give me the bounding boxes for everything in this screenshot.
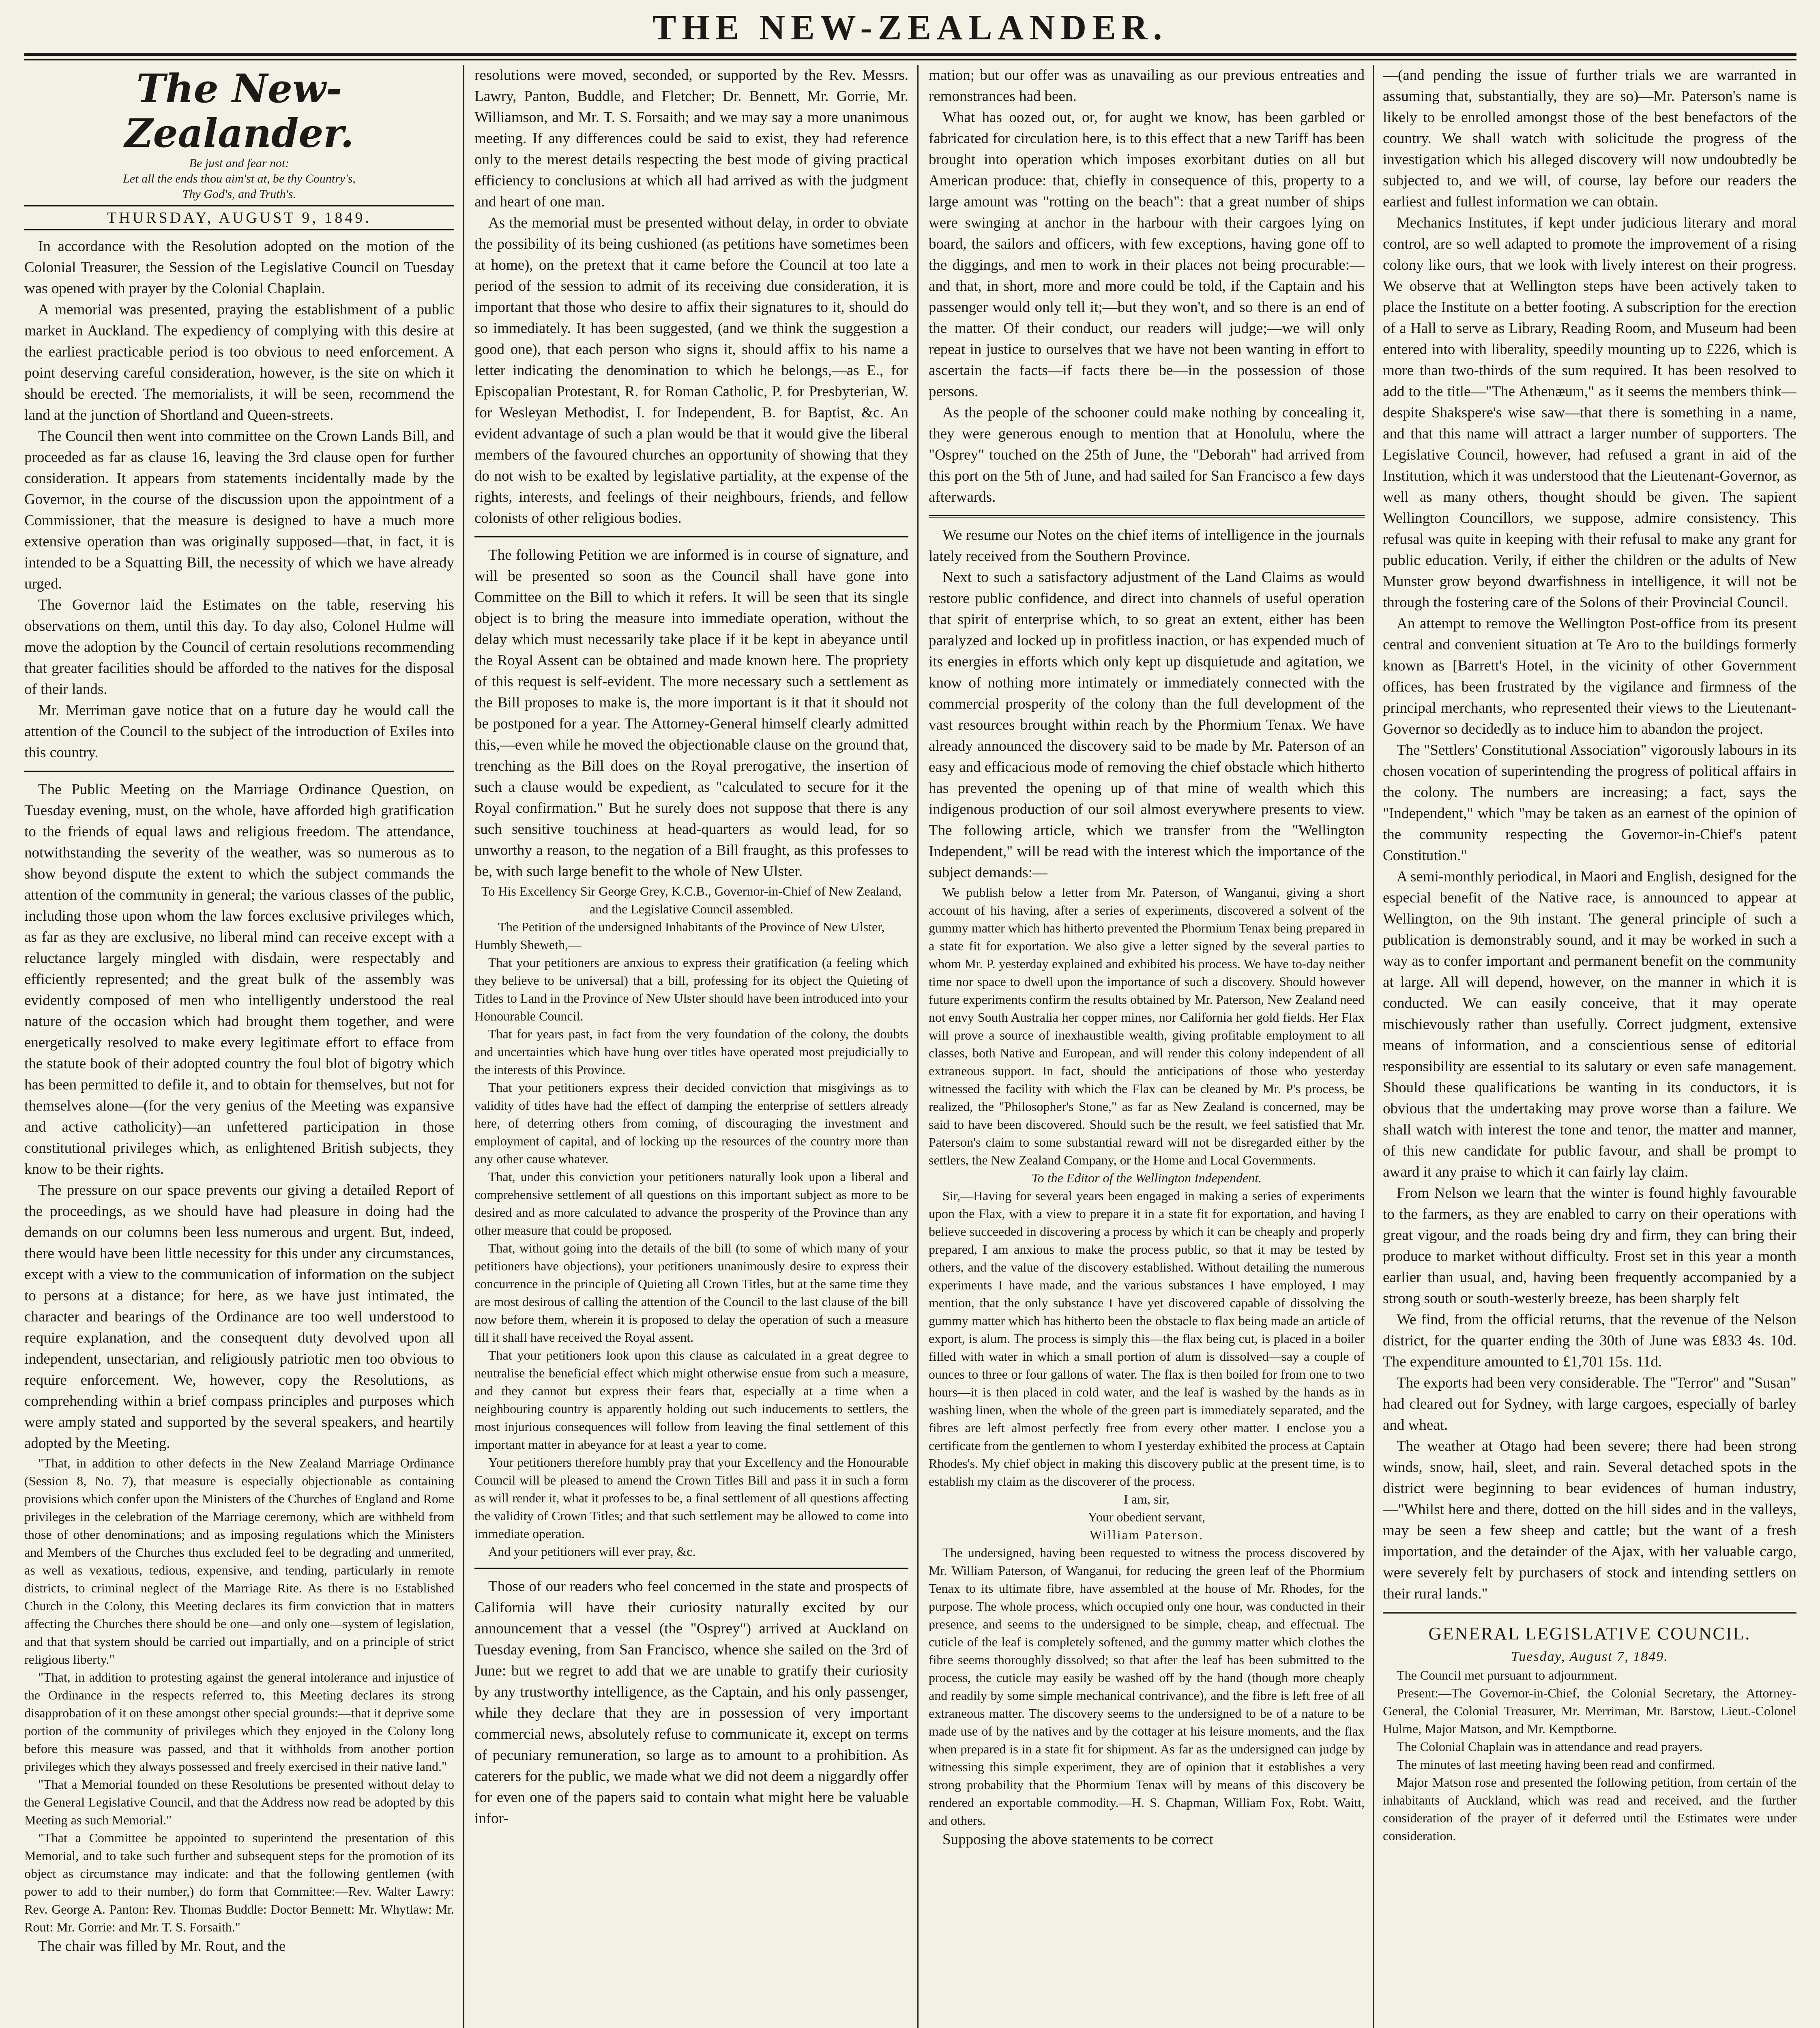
paragraph: mation; but our offer was as unavailing as our previous entreaties and remonstrances had been. (929, 67, 1365, 105)
paragraph: The Public Meeting on the Marriage Ordinance Question, on Tuesday evening, must, on the whole, have afforded high gratification to the friends of equal laws and religious freedom. The attendance, notwithstanding the severity of the weather, was so numerous as to show beyond dispute the extent to which the subject commands the attention of the community in general; the various classes of the public, including those upon whom the law forces exclusive privileges which, as far as they are exclusive, no liberal mind can receive except with a reluctance largely mingled with disdain, were respectably and efficiently represented; and the great bulk of the assembly was evidently composed of men who intelligently understood the real nature of the occasion which had brought them together, and were energetically resolved to make every legitimate effort to efface from the statute book of their adopted country the foul blot of bigotry which has been permitted to defile it, and to obtain for themselves, but not for themselves alone—(for the very genius of the Meeting was expansive and active catholicity)—an unfettered participation in those constitutional privileges which, as enlightened British subjects, they know to be their rights. (24, 781, 454, 1177)
column-rule-2 (917, 65, 919, 2028)
paragraph: A memorial was presented, praying the establishment of a public market in Auckland. The expediency of complying with this desire at the earliest practicable period is too obvious to need enforcement. A point deserving careful consideration, however, is the site on which it should be erected. The memorialists, it will be seen, recommend the land at the junction of Shortland and Queen-streets. (24, 301, 454, 423)
paragraph: —(and pending the issue of further trials we are warranted in assuming that, substantially, they are so)—Mr. Paterson's name is likely to be enrolled amongst those of the best benefactors of the country. We shall watch with solicitude the progress of the investigation which his alleged discovery will now undoubtedly be subjected to, and we will, of course, lay before our readers the earliest and fullest information we can obtain. (1383, 67, 1796, 210)
paragraph: From Nelson we learn that the winter is found highly favourable to the farmers, as they are enabled to carry on their operations with great vigour, and the roads being dry and firm, they can bring their produce to market without difficulty. Frost set in this year a month earlier than usual, and, having been frequently accompanied by a strong south or south-westerly breeze, has been sharply felt (1383, 1185, 1796, 1307)
paragraph: As the people of the schooner could make nothing by concealing it, they were generous enough to mention that at Honolulu, where the "Osprey" touched on the 25th of June, the "Deborah" had arrived from this port on the 5th of June, and had sailed for San Francisco a few days afterwards. (929, 404, 1365, 505)
paragraph: We find, from the official returns, that the revenue of the Nelson district, for the quarter ending the 30th of June was £833 4s. 10d. The expenditure amounted to £1,701 15s. 11d. (1383, 1311, 1796, 1370)
paragraph: The pressure on our space prevents our giving a detailed Report of the proceedings, as we should have had pleasure in doing had the demands on our columns been less numerous and urgent. But, indeed, there would have been little necessity for this under any circumstances, except with a view to the communication of information on the subject to persons at a distance; for here, as we have just intimated, the character and bearings of the Ordinance are too well understood to require explanation, and the consequent duty devolved upon all independent, unsectarian, and religiously patriotic men too obvious to require enforcement. We, however, copy the Resolutions, as comprehending within a brief compass principles and purposes which were amply stated and supported by the several speakers, and heartily adopted by the Meeting. (24, 1182, 454, 1452)
petition-salutation: Humbly Sheweth,— (474, 937, 582, 952)
article-divider (474, 1568, 908, 1569)
paragraph: The following Petition we are informed is in course of signature, and will be presented so soon as the Council shall have gone into Committee on the Bill to which it refers. It will be seen that its single object is to bring the measure into immediate operation, without the delay which must necessarily take place if it be kept in abeyance until the Royal Assent can be obtained and made known here. The propriety of this request is self-evident. The more necessary such a settlement as the Bill proposes to make is, the more important is it that it should not be postponed for a year. The Attorney-General himself clearly admitted this,—even while he moved the objectionable clause on the ground that, trenching as the Bill does on the Royal prerogative, the insertion of such a clause would be expedient, as "calculated to secure for it the Royal confirmation." But he surely does not suppose that there is any such sensitive touchiness at head-quarters as would lead, for so unworthy a reason, to the negation of a Bill fraught, as this professes to be, with such large benefit to the whole of New Ulster. (474, 547, 908, 880)
paragraph: Next to such a satisfactory adjustment of the Land Claims as would restore public confidence, and direct into channels of useful operation that spirit of enterprise which, to so great an extent, either has been paralyzed and locked up in profitless inaction, or has expended much of its energies in efforts which only kept up disquietude and agitation, we know of nothing more intimately or immediately connected with the commercial prosperity of the colony than the full development of the vast resources brought within reach by the Phormium Tenax. We have already announced the discovery said to be made by Mr. Paterson of an easy and efficacious mode of removing the chief obstacle which hitherto has prevented the opening up of that mine of wealth which this indigenous production of our soil almost everywhere presents to view. The following article, which we transfer from the "Wellington Independent," will be read with the interest which the importance of the subject demands:— (929, 569, 1365, 881)
motto-line: Be just and fear not: (189, 157, 290, 170)
proceedings-paragraph: The Colonial Chaplain was in attendance and read prayers. (1397, 1739, 1703, 1754)
paragraph: A semi-monthly periodical, in Maori and English, designed for the especial benefit of the Native race, is announced to appear at Wellington, on the 9th instant. The general principle of such a publication is demonstrably sound, and it may be worked in such a way as to confer important and permanent benefit on the community at large. All will depend, however, on the manner in which it is conducted. We can easily conceive, that it may operate mischievously rather than usefully. Correct judgment, extensive means of information, and a conscientious sense of editorial responsibility are essential to its salutary or even safe management. Should these qualifications be wanting in its conductors, it is obvious that the undertaking may prove worse than a failure. We shall watch with interest the tone and tenor, the matter and manner, of this new candidate for public favour, and shall be prompt to award it any praise to which it can fairly lay claim. (1383, 868, 1796, 1180)
proceedings-paragraph: The Council met pursuant to adjournment. (1397, 1668, 1617, 1682)
petition-address: To His Excellency Sir George Grey, K.C.B., Governor-in-Chief of New Zealand, and the Legislative Council assembled. (481, 884, 901, 916)
proceedings-paragraph: The minutes of last meeting having been read and confirmed. (1397, 1757, 1715, 1772)
letter-signature: William Paterson. (1090, 1527, 1204, 1542)
column-rule-3 (1373, 65, 1374, 2028)
paragraph: The weather at Otago had been severe; there had been strong winds, snow, hail, sleet, and rain. Several detached spots in the district were beginning to bear evidences of human industry,—"Whilst here and there, dotted on the hill sides and in the valleys, may be seen a few sheep and cattle; but the want of a fresh importation, and the detainder of the Ajax, with her valuable cargo, were severely felt by purchasers of stock and intending settlers on their rural lands." (1383, 1438, 1796, 1602)
petition-paragraph: That your petitioners express their decided conviction that misgivings as to validity of titles have had the effect of damping the enterprise of settlers already here, of deterring others from coming, of discouraging the investment and employment of capital, and of locking up the resources of the country more than any other cause whatever. (474, 1080, 908, 1166)
article-divider (1383, 1612, 1796, 1614)
letter-body: Sir,—Having for several years been engaged in making a series of experiments upon the Flax, with a view to prepare it in a state fit for exportation, and having I believe succeeded in discovering a process by which it can be cheaply and properly prepared, I am anxious to make the process public, so that it may be tested by others, and the value of the discovery established. Without detailing the numerous experiments I have made, and the various substances I have employed, I may mention, that the only substance I have yet discovered capable of dissolving the gummy matter which has hitherto been the obstacle to flax being made an article of export, is alum. The process is simply this—the flax being cut, is placed in a boiler filled with water in which a small portion of alum is dissolved—say a couple of ounces to three or four gallons of water. The flax is then boiled for from one to two hours—it is then placed in cold water, and the leaf is washed by the hands as in washing linen, when the whole of the green part is immediately separated, and the fibres are left almost perfectly free from every other matter. I enclose you a certificate from the gentlemen to whom I yesterday exhibited the process at Captain Rhodes's. My chief object in making this discovery public at the present time, is to establish my claim as the discoverer of the process. (929, 1188, 1365, 1489)
section-date: Tuesday, August 7, 1849. (1511, 1649, 1668, 1664)
petition-paragraph: That your petitioners look upon this clause as calculated in a great degree to neutralise the beneficial effect which might otherwise ensue from such a measure, and they cannot but express their fears that, especially at a time when a neighbouring country is apparently holding out such inducements to settlers, the most injurious consequences will follow from leaving the final settlement of this important matter in abeyance for at least a year to come. (474, 1348, 908, 1452)
paragraph: Mechanics Institutes, if kept under judicious literary and moral control, are so well adapted to promote the improvement of a rising colony like ours, that we look with lively interest on their progress. We observe that at Wellington steps have been actively taken to place the Institute on a better footing. A subscription for the erection of a Hall to serve as Library, Reading Room, and Museum had been entered into with liberality, speedily mounting up to £226, which is more than two-thirds of the sum required. It has been resolved to add to the title—"The Athenæum," as it seems the members think—despite Shakspere's wise saw—that there is something in a name, and that this name will attract a larger number of supporters. The Legislative Council, however, had refused a grant in aid of the Institution, which it was understood that the Lieutenant-Governor, as well as many others, thought should be given. The sapient Wellington Councillors, we suppose, admire consistency. This refusal was quite in keeping with their refusal to make any grant for public education. Verily, if either the children or the adults of New Munster grow beyond dwarfishness in intelligence, it will not be through the fostering care of the Solons of their Provincial Council. (1383, 215, 1796, 611)
motto-line: Thy God's, and Truth's. (182, 187, 296, 201)
certificate-paragraph: The undersigned, having been requested to witness the process discovered by Mr. William Paterson, of Wanganui, for reducing the green leaf of the Phormium Tenax to its ultimate fibre, have assembled at the house of Mr. Rhodes, for the purpose. The whole process, which occupied only one hour, was conducted in their presence, and seems to the undersigned to be simple, cheap, and effectual. The cuticle of the leaf is completely softened, and the gummy matter which clothes the fibre seems thoroughly dissolved; so that after the leaf has been submitted to the process, the cuticle may easily be washed off by the hand (though more cheaply and readily by some simple mechanical contrivance), and the fibre is left free of all extraneous matter. The discovery seems to the undersigned to be of a nature to be made use of by the natives and by the cottager at his leisure moments, and the flax when prepared is in a state fit for shipment. As far as the undersigned can judge by witnessing this simple experiment, they are of opinion that it establishes a very strong probability that the Phormium Tenax will by means of this discovery be rendered an exportable commodity.—H. S. Chapman, William Fox, Robt. Waitt, and others. (929, 1545, 1365, 1828)
paragraph: The Council then went into committee on the Crown Lands Bill, and proceeded as far as clause 16, leaving the 3rd clause open for further consideration. It appears from statements incidentally made by the Governor, in the course of the discussion upon the appointment of a Commissioner, that the measure is designed to have a much more extensive operation than was originally supposed—that, in fact, it is intended to be a Squatting Bill, the necessity of which we have already urged. (24, 428, 454, 592)
resolution-quote: "That, in addition to protesting against the general intolerance and injustice of the Ordinance in the respects referred to, this Meeting declares its strong disapprobation of it on these amongst other special grounds:—that it deprive some portion of the community of privileges which they enjoyed in the Colony long before this measure was passed, and that it withholds from another portion privileges which they always possessed and freely exercised in their native land." (24, 1670, 454, 1774)
petition-paragraph: Your petitioners therefore humbly pray that your Excellency and the Honourable Council will be pleased to amend the Crown Titles Bill and pass it in such a form as will render it, what it professes to be, a final settlement of all questions affecting the validity of Crown Titles; and that such settlement may be allowed to come into immediate operation. (474, 1455, 908, 1541)
column-3 (929, 65, 1365, 2028)
paragraph: Supposing the above statements to be correct (942, 1831, 1213, 1848)
resolution-quote: "That a Memorial founded on these Resolutions be presented without delay to the General Legislative Council, and that the Address now read be adopted by this Meeting as such Memorial." (24, 1777, 454, 1827)
paragraph: resolutions were moved, seconded, or supported by the Rev. Messrs. Lawry, Panton, Buddle, and Fletcher; Dr. Bennett, Mr. Gorrie, Mr. Williamson, and Mr. T. S. Forsaith; and we may say a more unanimous meeting. If any differences could be said to exist, they had reference only to the merest details respecting the best mode of giving practical efficiency to conclusions at which all had arrived as with the judgment and heart of one man. (474, 67, 908, 210)
paragraph: The "Settlers' Constitutional Association" vigorously labours in its chosen vocation of superintending the progress of political affairs in the colony. The numbers are increasing; a fact, says the "Independent," which "may be taken as an earnest of the opinion of the community respecting the Governor-in-Chief's patent Constitution." (1383, 742, 1796, 864)
paragraph: The Governor laid the Estimates on the table, reserving his observations on them, until this day. To day also, Colonel Hulme will move the adoption by the Council of certain resolutions recommending that greater facilities should be afforded to the natives for the disposal of their lands. (24, 597, 454, 698)
motto-line: Let all the ends thou aim'st at, be thy Country's, (123, 172, 356, 185)
petition-paragraph: That your petitioners are anxious to express their gratification (a feeling which they believe to be universal) that a bill, professing for its object the Quieting of Titles to Land in the Province of New Ulster should have been introduced into your Honourable Council. (474, 955, 908, 1023)
paragraph: The chair was filled by Mr. Rout, and the (38, 1938, 286, 1955)
petition-paragraph: That, without going into the details of the bill (to some of which many of your petitioners have objections), your petitioners unanimously desire to express their concurrence in the principle of Quieting all Crown Titles, but at the same time they are most desirous of calling the attention of the Council to the last clause of the bill now before them, wherein it is proposed to delay the operation of such a measure till it shall have received the Royal assent. (474, 1241, 908, 1345)
head-rule-thick (24, 53, 1796, 56)
letter-signoff: Your obedient servant, (1088, 1510, 1206, 1524)
column-2 (474, 65, 908, 2028)
paragraph: In accordance with the Resolution adopted on the motion of the Colonial Treasurer, the Session of the Legislative Council on Tuesday was opened with prayer by the Colonial Chaplain. (24, 238, 454, 297)
petition-heading: The Petition of the undersigned Inhabitants of the Province of New Ulster, (498, 919, 885, 934)
masthead-title: The New-Zealander. (124, 66, 354, 156)
running-head: THE NEW-ZEALANDER. (652, 8, 1168, 47)
article-divider (24, 771, 454, 772)
quoted-article: We publish below a letter from Mr. Paterson, of Wanganui, giving a short account of his having, after a series of experiments, discovered a solvent of the gummy matter which has hitherto prevented the Phormium Tenax being prepared in a state fit for exportation. We also give a letter signed by the several parties to whom Mr. P. yesterday explained and exhibited his process. We have to-day neither time nor space to dwell upon the importance of such a discovery. Should however future experiments confirm the results obtained by Mr. Paterson, New Zealand need not envy South Australia her copper mines, nor California her gold fields. Her Flax will prove a source of inexhaustible wealth, giving profitable employment to all classes, both Native and European, and will render this colony independent of all extraneous support. In fact, should the anticipations of those who yesterday witnessed the facility with which the Flax can be cleaned by Mr. P's process, be realized, the "Philosopher's Stone," as far as New Zealand is concerned, may be said to have been discovered. Should such be the result, we feel satisfied that Mr. Paterson's claim to some substantial reward will not be disregarded either by the settlers, the New Zealand Company, or the Home and Local Governments. (929, 885, 1365, 1167)
proceedings-paragraph: Major Matson rose and presented the following petition, from certain of the inhabitants of Auckland, which was read and received, and the further consideration of the prayer of it deferred until the Estimates were under consideration. (1383, 1775, 1796, 1843)
paragraph: As the memorial must be presented without delay, in order to obviate the possibility of its being cushioned (as petitions have sometimes been at home), on the pretext that it came before the Council at too late a period of the session to admit of its receiving due consideration, it is important that those who desire to affix their signatures to it, should do so immediately. It has been suggested, (and we think the suggestion a good one), that each person who signs it, should affix to his name a letter indicating the denomination to which he belongs,—as E., for Episcopalian Protestant, R. for Roman Catholic, P. for Presbyterian, W. for Wesleyan Methodist, I. for Independent, B. for Baptist, &c. An evident advantage of such a plan would be that it would give the liberal members of the favoured churches an opportunity of showing that they do not wish to be exalted by legislative partiality, at the expense of the rights, interests, and feelings of their neighbours, friends, and fellow colonists of other religious bodies. (474, 215, 908, 526)
paragraph: What has oozed out, or, for aught we know, has been garbled or fabricated for circulation here, is to this effect that a new Tariff has been brought into operation which imposes exorbitant duties on all but American produce: that, chiefly in consequence of this, property to a large amount was "rotting on the beach": that a great number of ships were swinging at anchor in the harbour with their cargoes lying on board, the sailors and officers, with few exceptions, having gone off to the diggings, and men to work in their places not being procurable:—and that, in short, more and more could be told, if the Captain and his passenger would only tell it;—but they won't, and so there is an end of the matter. Of their conduct, our readers will judge;—we will only repeat in justice to ourselves that we have not been wanting in effort to ascertain the facts—if facts there be—in the possession of those persons. (929, 109, 1365, 400)
paragraph: Those of our readers who feel concerned in the state and prospects of California will have their curiosity naturally excited by our announcement that a vessel (the "Osprey") arrived at Auckland on Tuesday evening, from San Francisco, whence she sailed on the 3rd of June: but we regret to add that we are unable to gratify their curiosity by any trustworthy intelligence, as the Captain, and his only passenger, while they declare that they are in possession of very important commercial news, absolutely refuse to communicate it, except on terms of pecuniary remuneration, so large as to amount to a prohibition. As caterers for the public, we made what we did not deem a niggardly offer for even one of the papers said to contain what might here be valuable infor- (474, 1578, 908, 1827)
dateline: THURSDAY, AUGUST 9, 1849. (24, 205, 454, 230)
letter-heading: To the Editor of the Wellington Independent. (1031, 1171, 1262, 1185)
petition-paragraph: That, under this conviction your petitioners naturally look upon a liberal and comprehensive settlement of all questions on this important subject as more to be desired and as more calculated to advance the prosperity of the Province than any other measure that could be proposed. (474, 1169, 908, 1237)
column-1 (24, 65, 454, 2028)
petition-closing: And your petitioners will ever pray, &c. (488, 1544, 696, 1559)
letter-signoff: I am, sir, (1124, 1492, 1170, 1506)
proceedings-paragraph: Present:—The Governor-in-Chief, the Colonial Secretary, the Attorney-General, the Colonial Treasurer, Mr. Merriman, Mr. Barstow, Lieut.-Colonel Hulme, Major Matson, and Mr. Kemptborne. (1383, 1686, 1796, 1736)
paragraph: The exports had been very considerable. The "Terror" and "Susan" had cleared out for Sydney, with large cargoes, especially of barley and wheat. (1383, 1375, 1796, 1433)
paragraph: We resume our Notes on the chief items of intelligence in the journals lately received from the Southern Province. (929, 527, 1365, 565)
resolution-quote: "That a Committee be appointed to superintend the presentation of this Memorial, and to take such further and subsequent steps for the promotion of its object as circumstance may indicate: and that the following gentlemen (with power to add to their number,) do form that Committee:—Rev. Walter Lawry: Rev. George A. Panton: Rev. Thomas Buddle: Doctor Bennett: Mr. Whytlaw: Mr. Rout: Mr. Gorrie: and Mr. T. S. Forsaith." (24, 1830, 454, 1934)
section-heading: GENERAL LEGISLATIVE COUNCIL. (1428, 1624, 1751, 1643)
article-divider (474, 536, 908, 537)
resolution-quote: "That, in addition to other defects in the New Zealand Marriage Ordinance (Session 8, No. 7), that measure is especially objectionable as containing provisions which confer upon the Ministers of the Churches of England and Rome privileges in the celebration of the Marriage ceremony, which are withheld from those of other denominations; and as imposing regulations which the Ministers and Members of the Churches thus excluded feel to be degrading and unmerited, as well as vexatious, tedious, expensive, and tending, particularly in remote districts, to criminal neglect of the Marriage Rite. As there is no Established Church in the Colony, this Meeting declares its firm conviction that in matters affecting the Churches there should be one—and only one—system of legislation, and that that system should be carried out impartially, and on a principle of strict religious liberty." (24, 1456, 454, 1667)
column-rule-1 (463, 65, 464, 2028)
head-rule-thin (24, 59, 1796, 60)
paragraph: An attempt to remove the Wellington Post-office from its present central and convenient situation at Te Aro to the buildings formerly known as [Barrett's Hotel, in the vicinity of other Government offices, has been frustrated by the vigilance and firmness of the principal merchants, who represented their views to the Lieutenant-Governor so decidedly as to induce him to abandon the project. (1383, 615, 1796, 737)
article-divider (929, 515, 1365, 518)
petition-paragraph: That for years past, in fact from the very foundation of the colony, the doubts and uncertainties which have hung over titles have operated most prejudicially to the interests of this Province. (474, 1027, 908, 1077)
column-4 (1383, 65, 1796, 2028)
paragraph: Mr. Merriman gave notice that on a future day he would call the attention of the Council to the subject of the introduction of Exiles into this country. (24, 702, 454, 761)
